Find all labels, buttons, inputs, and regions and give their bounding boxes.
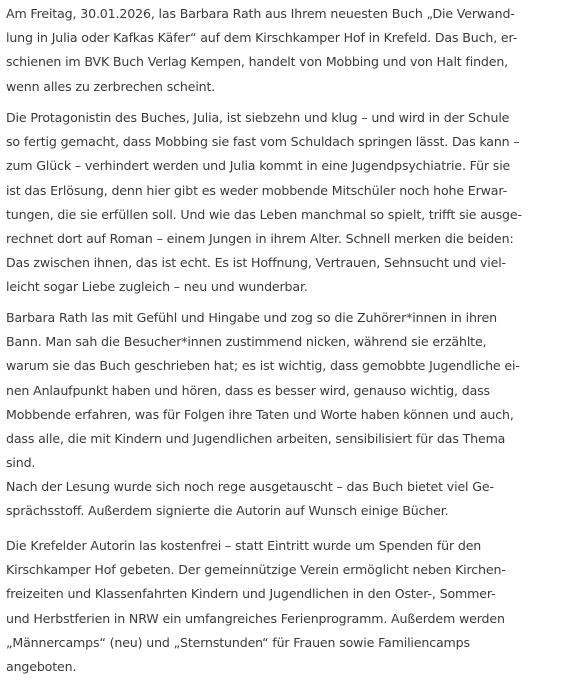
text-line: schienen im BVK Buch Verlag Kempen, handelt von Mobbing und von Halt finden, <box>6 54 509 70</box>
text-line: Nach der Lesung wurde sich noch rege ausgetauscht – das Buch bietet viel Ge- <box>6 479 494 494</box>
text-line: Barbara Rath las mit Gefühl und Hingabe und zog so die Zuhörer*innen in ihren <box>6 310 497 325</box>
text-line: freizeiten und Klassenfahrten Kindern und Jugendlichen in den Oster-, Sommer- <box>6 586 496 602</box>
text-line: Am Freitag, 30.01.2026, las Barbara Rath aus Ihrem neuesten Buch „Die Verwand- <box>6 6 515 21</box>
text-line: Bann. Man sah die Besucher*innen zustimmend nicken, während sie erzählte, <box>6 334 487 350</box>
text-line: leicht sogar Liebe zugleich – neu und wunderbar. <box>6 279 308 295</box>
text-line: „Männercamps“ (neu) und „Sternstunden“ für Frauen sowie Familiencamps <box>6 634 470 650</box>
text-line: lung in Julia oder Kafkas Käfer“ auf dem Kirschkamper Hof in Krefeld. Das Buch, er- <box>6 30 518 46</box>
paragraph-reading-announcement <box>6 2 562 99</box>
text-line: angeboten. <box>6 658 77 674</box>
text-line: Mobbende erfahren, was für Folgen ihre Taten und Worte haben können und auch, <box>6 406 514 422</box>
text-line: Die Krefelder Autorin las kostenfrei – statt Eintritt wurde um Spenden für den <box>6 538 482 553</box>
text-line: wenn alles zu zerbrechen scheint. <box>6 78 216 94</box>
text-line: Kirschkamper Hof gebeten. Der gemeinnützige Verein ermöglicht neben Kirchen- <box>6 562 506 578</box>
text-line: warum sie das Buch geschrieben hat; es ist wichtig, dass gemobbte Jugendliche ei- <box>6 358 520 374</box>
text-line: rechnet dort auf Roman – einem Jungen in ihrem Alter. Schnell merken die beiden: <box>6 230 514 246</box>
text-line: sind. <box>6 455 36 471</box>
text-line: nen Anlaufpunkt haben und hören, dass es besser wird, genauso wichtig, dass <box>6 382 490 398</box>
text-line: so fertig gemacht, dass Mobbing sie fast vom Schuldach springen lässt. Das kann – <box>6 134 520 150</box>
text-line: und Herbstferien in NRW ein umfangreiches Ferienprogramm. Außerdem werden <box>6 610 505 626</box>
paragraph-book-plot <box>6 106 562 300</box>
paragraph-after-reading <box>6 475 562 523</box>
paragraph-donations <box>6 534 562 679</box>
text-line: Die Protagonistin des Buches, Julia, ist siebzehn und klug – und wird in der Schule <box>6 110 510 125</box>
text-line: tungen, die sie erfüllen soll. Und wie das Leben manchmal so spielt, trifft sie ausge- <box>6 206 522 222</box>
text-line: dass alle, die mit Kindern und Jugendlichen arbeiten, sensibilisiert für das Thema <box>6 430 506 446</box>
text-line: sprächsstoff. Außerdem signierte die Autorin auf Wunsch einige Bücher. <box>6 503 449 519</box>
text-line: zum Glück – verhindert werden und Julia kommt in eine Jugendpsychiatrie. Für sie <box>6 158 511 174</box>
text-line: ist das Erlösung, denn hier gibt es weder mobbende Mitschüler noch hohe Erwar- <box>6 182 507 198</box>
paragraph-reading-impression <box>6 306 562 475</box>
text-line: Das zwischen ihnen, das ist echt. Es ist Hoffnung, Vertrauen, Sehnsucht und viel- <box>6 255 506 271</box>
